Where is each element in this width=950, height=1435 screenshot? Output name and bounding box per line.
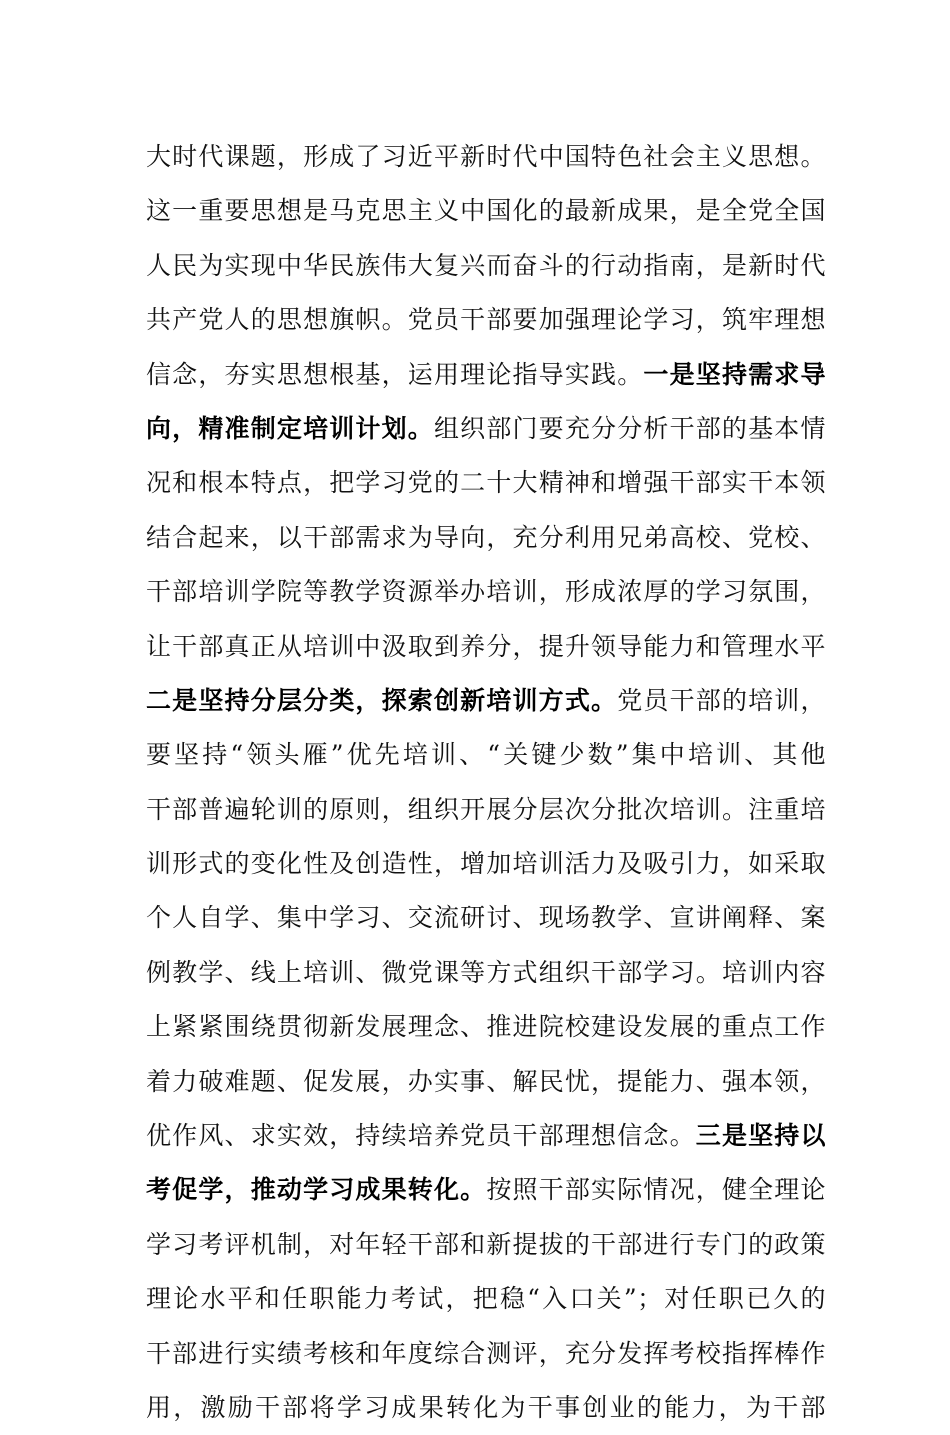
text-line <box>146 1055 826 1109</box>
text-line <box>146 1000 826 1054</box>
body-text-segment: 干部进行实绩考核和年度综合测评，充分发挥考校指挥棒作 <box>146 1338 826 1368</box>
text-line <box>146 348 826 402</box>
text-line <box>146 1272 826 1326</box>
body-text-segment: 干部普遍轮训的原则，组织开展分层次分批次培训。注重培 <box>146 794 826 824</box>
body-text-segment: 结合起来，以干部需求为导向，充分利用兄弟高校、党校、 <box>146 522 826 552</box>
body-text-segment: 着力破难题、促发展，办实事、解民忧，提能力、强本领， <box>146 1066 826 1096</box>
body-text-segment: 学习考评机制，对年轻干部和新提拔的干部进行专门的政策 <box>146 1229 826 1259</box>
body-text-segment: 信念，夯实思想根基，运用理论指导实践。 <box>146 359 644 389</box>
text-line <box>146 946 826 1000</box>
body-text-segment: 人民为实现中华民族伟大复兴而奋斗的行动指南，是新时代 <box>146 250 826 280</box>
text-line <box>146 891 826 945</box>
text-line <box>146 620 826 674</box>
text-line <box>146 402 826 456</box>
body-text-segment: 共产党人的思想旗帜。党员干部要加强理论学习，筑牢理想 <box>146 305 826 335</box>
emphasis-text: 二是坚持分层分类，探索创新培训方式。 <box>146 685 618 715</box>
body-text-segment: 大时代课题，形成了习近平新时代中国特色社会主义思想。 <box>146 142 826 171</box>
body-text-segment: 党员干部的培训， <box>617 685 826 715</box>
emphasis-text: 三是坚持以 <box>695 1121 826 1151</box>
body-text-segment: 理论水平和任职能力考试，把稳“入口关”；对任职已久的 <box>146 1284 826 1314</box>
text-line <box>146 1381 826 1435</box>
body-text-segment: 优作风、求实效，持续培养党员干部理想信念。 <box>146 1121 696 1151</box>
body-text-segment: 要坚持“领头雁”优先培训、“关键少数”集中培训、其他 <box>146 740 826 770</box>
text-line <box>146 1218 826 1272</box>
body-text-segment: 按照干部实际情况，健全理论 <box>486 1175 826 1205</box>
text-line <box>146 1163 826 1217</box>
text-line <box>146 293 826 347</box>
body-text-segment: 上紧紧围绕贯彻新发展理念、推进院校建设发展的重点工作 <box>146 1012 826 1042</box>
text-line <box>146 1327 826 1381</box>
text-line <box>146 184 826 238</box>
text-line <box>146 837 826 891</box>
text-line <box>146 1109 826 1163</box>
body-text-segment: 况和根本特点，把学习党的二十大精神和增强干部实干本领 <box>146 468 826 498</box>
emphasis-text: 考促学，推动学习成果转化。 <box>146 1175 487 1205</box>
text-line <box>146 674 826 728</box>
emphasis-text: 向，精准制定培训计划。 <box>146 413 434 443</box>
emphasis-text: 一是坚持需求导 <box>643 359 826 389</box>
text-line <box>146 130 826 184</box>
body-text-segment: 训形式的变化性及创造性，增加培训活力及吸引力，如采取 <box>146 849 826 879</box>
body-text-segment: 组织部门要充分分析干部的基本情 <box>433 413 826 443</box>
text-line <box>146 565 826 619</box>
body-text-segment: 这一重要思想是马克思主义中国化的最新成果，是全党全国 <box>146 196 826 226</box>
body-text-segment: 干部培训学院等教学资源举办培训，形成浓厚的学习氛围， <box>146 577 826 607</box>
body-text-segment: 例教学、线上培训、微党课等方式组织干部学习。培训内容 <box>146 957 826 987</box>
text-line <box>146 511 826 565</box>
body-text <box>146 130 826 1435</box>
body-text-segment: 个人自学、集中学习、交流研讨、现场教学、宣讲阐释、案 <box>146 903 826 933</box>
text-line <box>146 783 826 837</box>
text-line <box>146 456 826 510</box>
body-text-segment: 用，激励干部将学习成果转化为干事创业的能力，为干部 <box>146 1392 826 1422</box>
text-line <box>146 728 826 782</box>
body-text-segment: 让干部真正从培训中汲取到养分，提升领导能力和管理水平 <box>146 631 826 661</box>
text-line <box>146 239 826 293</box>
